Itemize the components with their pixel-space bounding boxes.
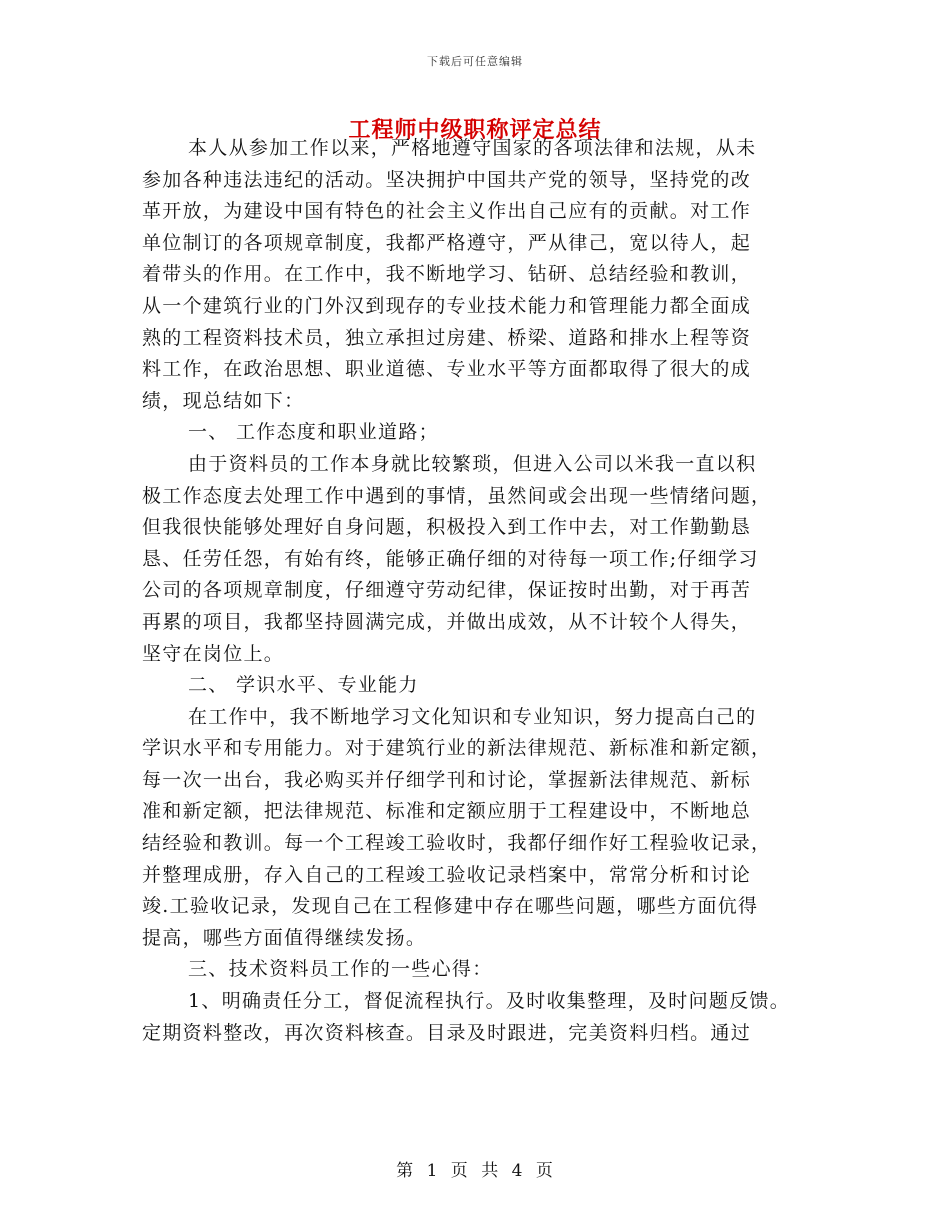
body-text-line: 再累的项目，我都坚持圆满完成，并做出成效，从不计较个人得失，	[142, 610, 752, 633]
footer-word-ye-2: 页	[535, 1161, 554, 1181]
body-text-line: 竣.工验收记录，发现自己在工程修建中存在哪些问题，哪些方面伉得	[142, 895, 759, 918]
body-text-line: 并整理成册，存入自己的工程竣工验收记录档案中，常常分析和讨论	[142, 863, 752, 886]
footer-total-pages: 4	[511, 1161, 524, 1181]
body-text-line: 提高，哪些方面值得继续发扬。	[142, 926, 427, 949]
body-text-line: 单位制订的各项规章制度，我都严格遵守，严从律己，宽以待人，起	[142, 231, 752, 254]
body-text-line: 由于资料员的工作本身就比较繁琐，但进入公司以米我一直以积	[188, 452, 757, 475]
body-text-line: 本人从参加工作以来，严格地遵守国家的各项法律和法规，从未	[188, 137, 757, 159]
body-text-line: 三、技术资料员工作的一些心得：	[188, 958, 493, 981]
body-text-line: 1、明确责任分工，督促流程执行。及时收集整理，及时问题反馈。	[188, 990, 791, 1013]
body-text-line: 坚守在岗位上。	[142, 642, 285, 665]
body-text-line: 学识水平和专用能力。对于建筑行业的新法律规范、新标准和新定额，	[142, 737, 772, 760]
body-text-line: 参加各种违法违纪的活动。坚决拥护中国共产党的领导，坚持党的改	[142, 168, 752, 191]
body-text-line: 极工作态度去处理工作中遇到的事情，虽然间或会出现一些情绪问题，	[142, 484, 772, 507]
footer-word-di: 第	[396, 1161, 415, 1181]
body-text-line: 结经验和教训。每一个工程竣工验收时，我都仔细作好工程验收记录，	[142, 832, 772, 855]
footer-current-page: 1	[426, 1161, 439, 1181]
body-text-line: 着带头的作用。在工作中，我不断地学习、钻研、总结经验和教训，	[142, 263, 752, 286]
page-header-note: 下载后可任意编辑	[427, 55, 523, 68]
page-footer	[0, 1156, 950, 1181]
body-text-line: 熟的工程资料技术员，独立承担过房建、桥梁、道路和排水上程等资	[142, 326, 752, 349]
body-text-line: 准和新定额，把法律规范、标准和定额应朋于工程建设中，不断地总	[142, 800, 752, 823]
body-text-line: 每一次一出台，我必购买并仔细学刊和讨论，掌握新法律规范、新标	[142, 768, 752, 791]
body-text-line: 绩，现总结如下：	[142, 389, 305, 412]
body-text-line: 恳、任劳任怨，有始有终，能够正确仔细的对待每一项工作;仔细学习	[142, 547, 759, 570]
body-text-line: 但我很快能够处理好自身问题，积极投入到工作中去，对工作勤勤恳	[142, 516, 752, 539]
document-body	[142, 133, 842, 1049]
body-text-line: 革开放，为建设中国有特色的社会主义作出自己应有的贡献。对工作	[142, 200, 752, 223]
body-text-line: 一、 工作态度和职业道路；	[188, 421, 439, 444]
document-title: 工程师中级职称评定总结	[348, 117, 602, 143]
body-text-line: 从一个建筑行业的门外汉到现存的专业技术能力和管理能力都全面成	[142, 294, 752, 317]
body-text-line: 公司的各项规章制度，仔细遵守劳动纪律，保证按时出勤，对于再苦	[142, 579, 752, 602]
body-text-line: 定期资料整改，再次资料核查。目录及时跟进，完美资料归档。通过	[142, 1021, 752, 1044]
body-text-line: 料工作，在政治思想、职业道德、专业水平等方面都取得了很大的成	[142, 358, 752, 381]
body-text-line: 在工作中，我不断地学习文化知识和专业知识，努力提高白己的	[188, 705, 757, 728]
footer-word-ye: 页	[450, 1161, 469, 1181]
body-text-line: 二、 学识水平、专业能力	[188, 674, 419, 697]
footer-word-gong: 共	[481, 1161, 500, 1181]
